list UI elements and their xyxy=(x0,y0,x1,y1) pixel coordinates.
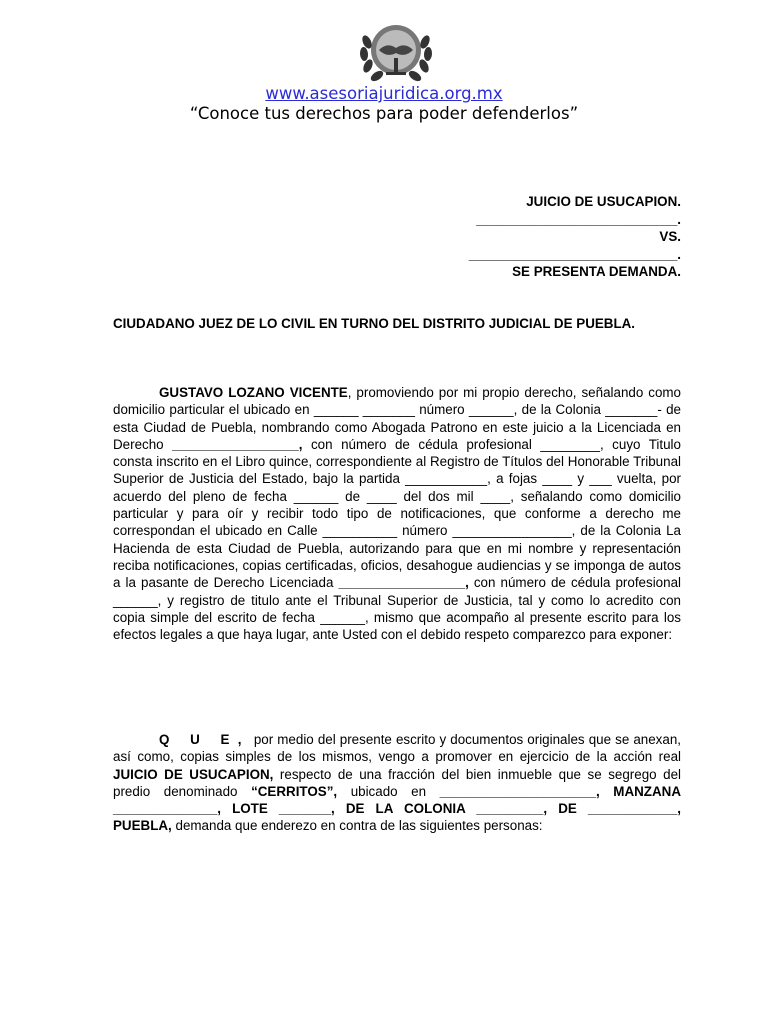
logo-icon xyxy=(357,20,435,86)
caption-versus: VS. xyxy=(659,229,681,244)
paragraph-petitioner: GUSTAVO LOZANO VICENTE, promoviendo por mi propio derecho, señalando como domicilio particular el ubicado en ______ _______ número ______, de la Colonia _______- de esta Ciudad de Puebla, nombrando como Abogada Patrono en este juicio a la Licenciada en Derecho _________________, con número de cédula profesional ________, cuyo Titulo consta inscrito en el Libro quince, correspondiente al Registro de Títulos del Honorable Tribunal Superior de Justicia del Estado, bajo la partida ___________, a fojas ____ y ___ vuelta, por acuerdo del pleno de fecha ______ de ____ del dos mil ____, señalando como domicilio particular y para oír y recibir todo tipo de notificaciones, que conforme a derecho me correspondan el ubicado en Calle __________ número ________________, de la Colonia La Hacienda de esta Ciudad de Puebla, autorizando para que en mi nombre y representación reciba notificaciones, copias certificadas, oficios, desahogue audiencias y se imponga de autos a la pasante de Derecho Licenciada _________________, con número de cédula profesional ______, y registro de titulo ante el Tribunal Superior de Justicia, tal y como lo acredito con copia simple del escrito de fecha ______, mismo que acompaño al presente escrito para los efectos legales a que haya lugar, ante Usted con el debido respeto comparezco para exponer: xyxy=(113,385,681,643)
addressee: CIUDADANO JUEZ DE LO CIVIL EN TURNO DEL DISTRITO JUDICIAL DE PUEBLA. xyxy=(113,316,636,331)
website-link[interactable]: www.asesoriajuridica.org.mx xyxy=(265,84,503,103)
case-caption xyxy=(469,193,681,281)
caption-defendant-blank: ____________________________. xyxy=(468,246,681,262)
paragraph-claim: Q U E, por medio del presente escrito y documentos originales que se anexan, así como, copias simples de los mismos, vengo a promover en ejercicio de la acción real JUICIO DE USUCAPION, respecto de una fracción del bien inmueble que se segrego del predio denominado “CERRITOS”, ubicado en _____________________, MANZANA ______________, LOTE _______, DE LA COLONIA _________, DE ____________, PUEBLA, demanda que enderezo en contra de las siguientes personas: xyxy=(113,732,681,834)
que-heading: Q U E, xyxy=(159,732,250,747)
caption-plaintiff-blank: ___________________________. xyxy=(476,211,681,227)
petitioner-name: GUSTAVO LOZANO VICENTE xyxy=(159,385,348,400)
caption-trial-type: JUICIO DE USUCAPION. xyxy=(526,194,681,209)
website-link-container xyxy=(0,84,768,104)
motto: “Conoce tus derechos para poder defenderlos” xyxy=(189,104,579,123)
caption-filing-note: SE PRESENTA DEMANDA. xyxy=(512,264,681,279)
